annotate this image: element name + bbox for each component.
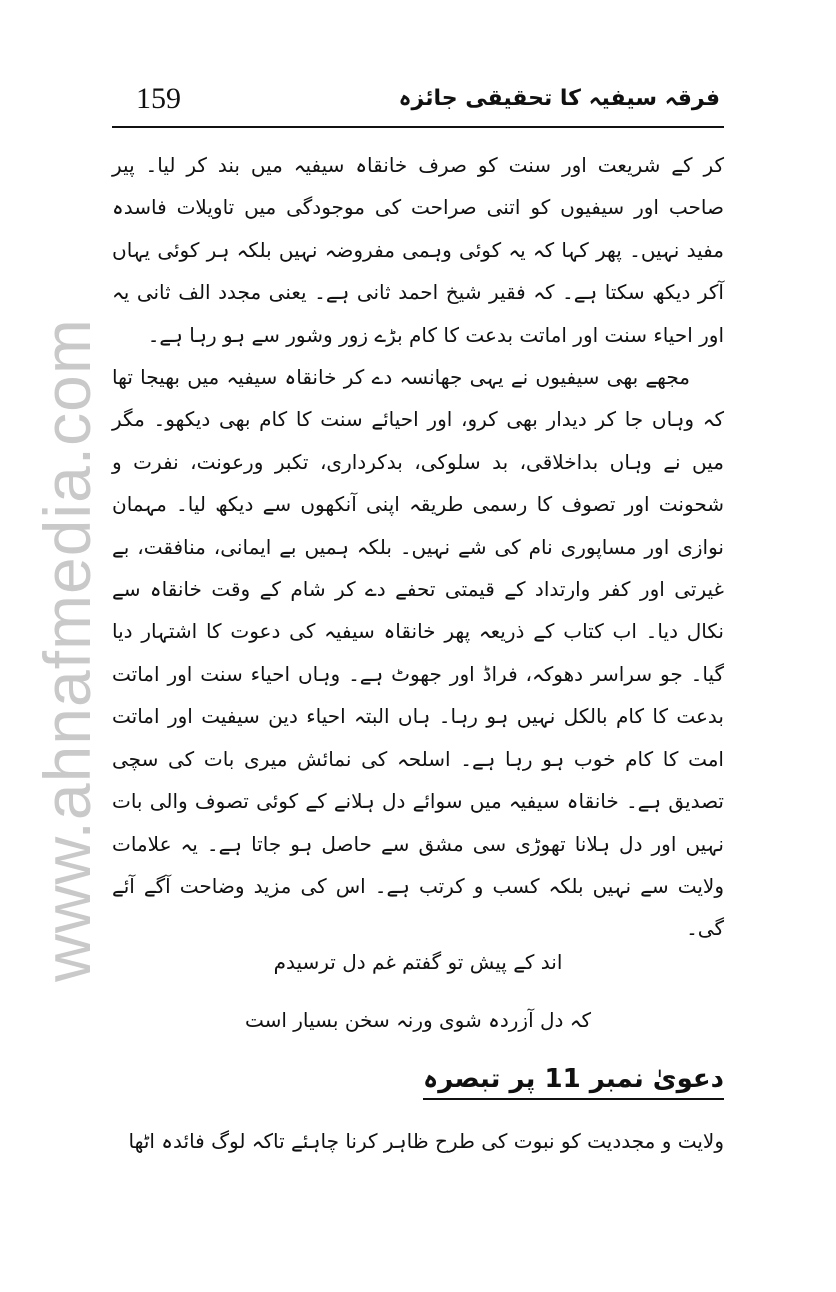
verse-line: اند کے پیش تو گفتم غم دل ترسیدم (273, 950, 563, 974)
paragraph: کر کے شریعت اور سنت کو صرف خانقاہ سیفیہ میں بند کر لیا۔ پیر صاحب اور سیفیوں کو اتنی صراحت کی موجودگی میں تاویلات فاسدہ مفید نہیں۔ پھر کہا کہ یہ کوئی وہمی مفروضہ نہیں بلکہ ہر کوئی یہاں آکر دیکھ سکتا ہے۔ کہ فقیر شیخ احمد ثانی ہے۔ یعنی مجدد الف ثانی یہ اور احیاء سنت اور اماتت بدعت کا کام بڑے زور وشور سے ہو رہا ہے۔ (112, 153, 724, 347)
page-header (112, 78, 724, 128)
page-number: 159 (136, 82, 181, 115)
section-heading: دعویٰ نمبر 11 پر تبصرہ (423, 1064, 724, 1100)
paragraph: مجھے بھی سیفیوں نے یہی جھانسہ دے کر خانقاہ سیفیہ میں بھیجا تھا کہ وہاں جا کر دیدار بھی کرو، اور احیائے سنت کا کام بھی دیکھو۔ مگر میں نے وہاں بداخلاقی، بد سلوکی، بدکرداری، تکبر ورعونت، نفرت و شحونت اور تصوف کا رسمی طریقہ اپنی آنکھوں سے دیکھ لیا۔ مہمان نوازی اور مساپوری نام کی شے نہیں۔ بلکہ ہمیں بے ایمانی، منافقت، بے غیرتی اور کفر وارتداد کے قیمتی تحفے دے کر شام کے وقت خانقاہ سے نکال دیا۔ اب کتاب کے ذریعہ پھر خانقاہ سیفیہ کی دعوت کا اشتہار دیا گیا۔ جو سراسر دھوکہ، فراڈ اور جھوٹ ہے۔ وہاں احیاء سنت اور اماتت بدعت کا کام بالکل نہیں ہو رہا۔ ہاں البتہ احیاء دین سیفیت اور اماتت امت کا کام خوب ہو رہا ہے۔ اسلحہ کی نمائش میری بات کی سچی تصدیق ہے۔ خانقاہ سیفیہ میں سوائے دل ہلانے کے کوئی تصوف والی بات نہیں اور دل ہلانا تھوڑی سی مشق سے حاصل ہو جاتا ہے۔ یہ علامات ولایت سے نہیں بلکہ کسب و کرتب ہے۔ اس کی مزید وضاحت آگے آئے گی۔ (112, 365, 724, 941)
header-rule (112, 126, 724, 128)
watermark (22, 320, 112, 980)
body-text (112, 144, 724, 950)
watermark-text: www.ahnafmedia.com (30, 318, 105, 982)
paragraph-start: ولایت و مجددیت کو نبوت کی طرح ظاہر کرنا چاہئے تاکہ لوگ فائدہ اٹھا (128, 1129, 724, 1153)
verse-line: کہ دل آزردہ شوی ورنہ سخن بسیار است (244, 1008, 592, 1032)
running-title: فرقہ سیفیہ کا تحقیقی جائزہ (398, 86, 720, 111)
